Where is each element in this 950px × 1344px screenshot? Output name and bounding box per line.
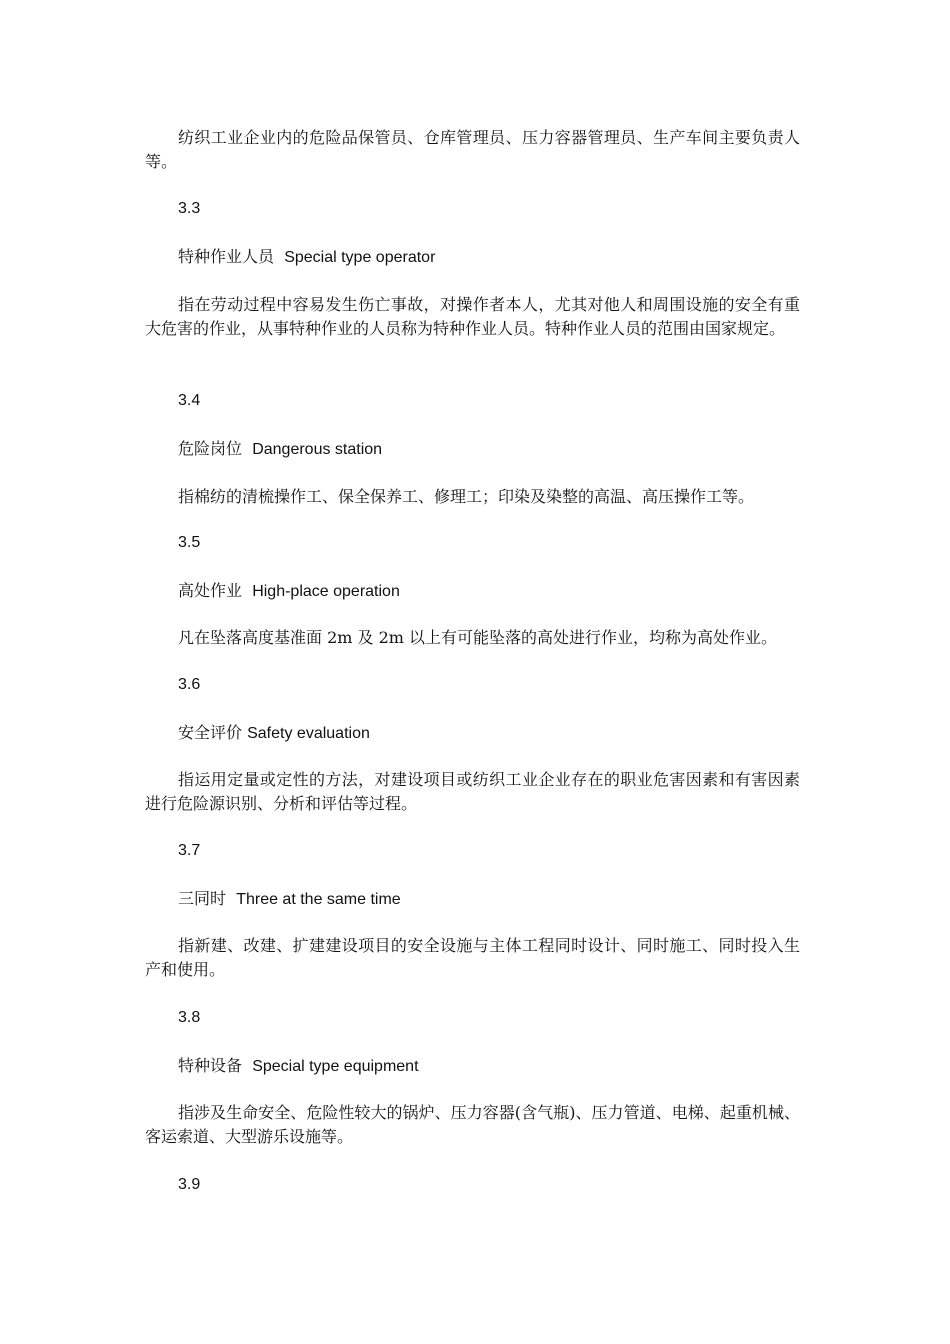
- definition-dangerous-station: 指棉纺的清梳操作工、保全保养工、修理工；印染及染整的高温、高压操作工等。: [178, 487, 755, 506]
- term-zh: 三同时: [178, 889, 227, 908]
- section-number-3-5: 3.5: [178, 534, 201, 551]
- term-safety-evaluation: [178, 721, 798, 746]
- definition-high-place-operation: 凡在坠落高度基准面 2m 及 2m 以上有可能坠落的高处进行作业，均称为高处作业。: [178, 628, 778, 647]
- term-zh: 特种设备: [178, 1056, 243, 1075]
- section-number-3-6: 3.6: [178, 676, 201, 693]
- term-en: Three at the same time: [236, 891, 401, 908]
- term-en: Special type equipment: [252, 1058, 419, 1075]
- definition-special-type-equipment: 指涉及生命安全、危险性较大的锅炉、压力容器(含气瓶)、压力管道、电梯、起重机械、客运索道、大型游乐设施等。: [145, 1103, 800, 1146]
- term-special-type-operator: [178, 245, 798, 270]
- paragraph-personnel-list: 纺织工业企业内的危险品保管员、仓库管理员、压力容器管理员、生产车间主要负责人等。: [145, 128, 800, 171]
- term-en: High-place operation: [252, 583, 400, 600]
- term-zh: 特种作业人员: [178, 247, 275, 266]
- term-special-type-equipment: [178, 1054, 798, 1079]
- term-zh: 安全评价: [178, 723, 243, 742]
- term-zh: 高处作业: [178, 581, 243, 600]
- term-three-at-the-same-time: [178, 887, 798, 912]
- term-zh: 危险岗位: [178, 439, 243, 458]
- definition-special-type-operator: 指在劳动过程中容易发生伤亡事故，对操作者本人，尤其对他人和周围设施的安全有重大危害的作业，从事特种作业的人员称为特种作业人员。特种作业人员的范围由国家规定。: [145, 295, 800, 338]
- section-number-3-3: 3.3: [178, 200, 201, 217]
- section-number-3-7: 3.7: [178, 842, 201, 859]
- term-dangerous-station: [178, 437, 798, 462]
- term-en: Special type operator: [284, 249, 436, 266]
- section-number-3-9: 3.9: [178, 1176, 201, 1193]
- section-number-3-4: 3.4: [178, 392, 201, 409]
- definition-safety-evaluation: 指运用定量或定性的方法，对建设项目或纺织工业企业存在的职业危害因素和有害因素进行危险源识别、分析和评估等过程。: [145, 770, 800, 813]
- term-en: Dangerous station: [252, 441, 383, 458]
- definition-three-at-the-same-time: 指新建、改建、扩建建设项目的安全设施与主体工程同时设计、同时施工、同时投入生产和使用。: [145, 936, 800, 979]
- term-en: Safety evaluation: [247, 725, 370, 742]
- section-number-3-8: 3.8: [178, 1009, 201, 1026]
- term-high-place-operation: [178, 579, 798, 604]
